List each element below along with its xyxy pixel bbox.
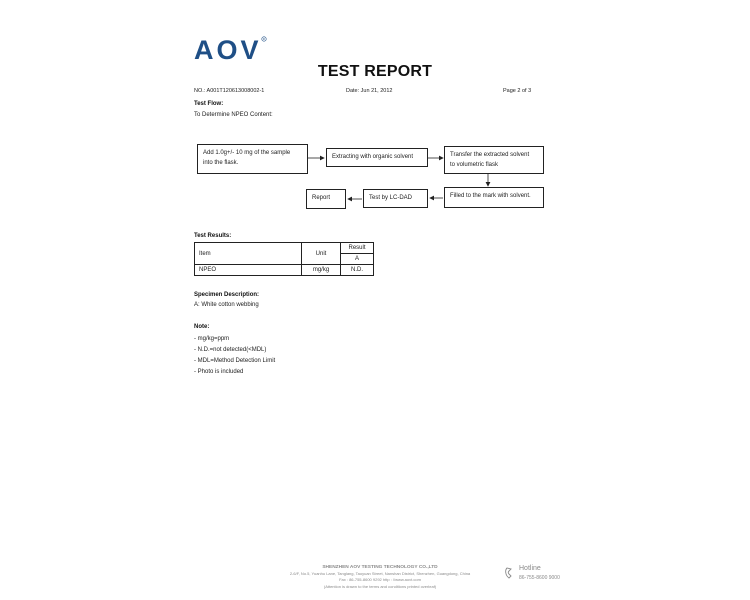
col-result-sub-header: A	[341, 254, 374, 265]
report-date: Date: Jun 21, 2012	[346, 88, 393, 94]
phone-icon	[504, 566, 516, 580]
footer-disclaimer: (Attention is drawn to the terms and conditions printed overleaf)	[323, 584, 437, 589]
note-line: - Photo is included	[194, 369, 244, 375]
note-line: - N.D.=not detected(<MDL)	[194, 347, 267, 353]
flow-step-transfer	[444, 146, 544, 174]
hotline-number: 86-755-8600 9000	[519, 575, 560, 581]
flow-step-fill-label: Filled to the mark with solvent.	[450, 193, 531, 199]
row-item: NPEO	[195, 265, 302, 276]
specimen-text: A: White cotton webbing	[194, 302, 259, 308]
col-item-header: Item	[195, 243, 302, 265]
note-line: - mg/kg=ppm	[194, 336, 230, 342]
hotline-label: Hotline	[519, 565, 541, 572]
note-heading: Note:	[194, 324, 210, 330]
results-table	[194, 242, 374, 276]
report-number: NO.: A001T120613008002-1	[194, 88, 265, 94]
test-flow-heading: Test Flow:	[194, 101, 224, 107]
flow-step-add-line1: Add 1.0g+/- 10 mg of the sample	[203, 150, 291, 156]
flow-step-test	[363, 189, 428, 208]
footer	[240, 565, 520, 589]
flow-step-extract-label: Extracting with organic solvent	[332, 154, 414, 160]
row-result: N.D.	[341, 265, 374, 276]
footer-contact: Fax : 86-755-8600 9292 http : //www.aovt.com	[339, 577, 421, 582]
flow-step-add-line2: into the flask.	[203, 160, 239, 166]
logo-text: AOV	[194, 35, 262, 63]
col-result-header: Result	[341, 243, 374, 254]
test-flow-subheading: To Determine NPEO Content:	[194, 112, 273, 118]
flow-step-extract	[326, 148, 428, 167]
test-results-heading: Test Results:	[194, 233, 232, 239]
table-row	[195, 265, 374, 276]
flow-step-report	[306, 189, 346, 209]
page-number: Page 2 of 3	[503, 88, 532, 94]
flow-step-transfer-line1: Transfer the extracted solvent	[450, 152, 530, 158]
flow-step-report-label: Report	[312, 195, 331, 201]
flow-step-transfer-line2: to volumetric flask	[450, 162, 499, 168]
footer-address: 2-6/F, No.5, Yuanhu Lane, Tanglang, Taoyuan Street, Nanshan District, Shenzhen, Guangdong, China	[289, 571, 471, 576]
flow-step-add-sample	[197, 144, 308, 174]
flow-step-test-label: Test by LC-DAD	[369, 195, 413, 201]
specimen-heading: Specimen Description:	[194, 292, 260, 298]
note-line: - MDL=Method Detection Limit	[194, 358, 276, 364]
flow-step-fill	[444, 187, 544, 208]
row-unit: mg/kg	[302, 265, 341, 276]
hotline	[504, 565, 574, 583]
footer-company: SHENZHEN AOV TESTING TECHNOLOGY CO.,LTD	[322, 565, 438, 570]
svg-text:R: R	[262, 37, 265, 42]
col-unit-header: Unit	[302, 243, 341, 265]
page-title: TEST REPORT	[317, 63, 433, 80]
